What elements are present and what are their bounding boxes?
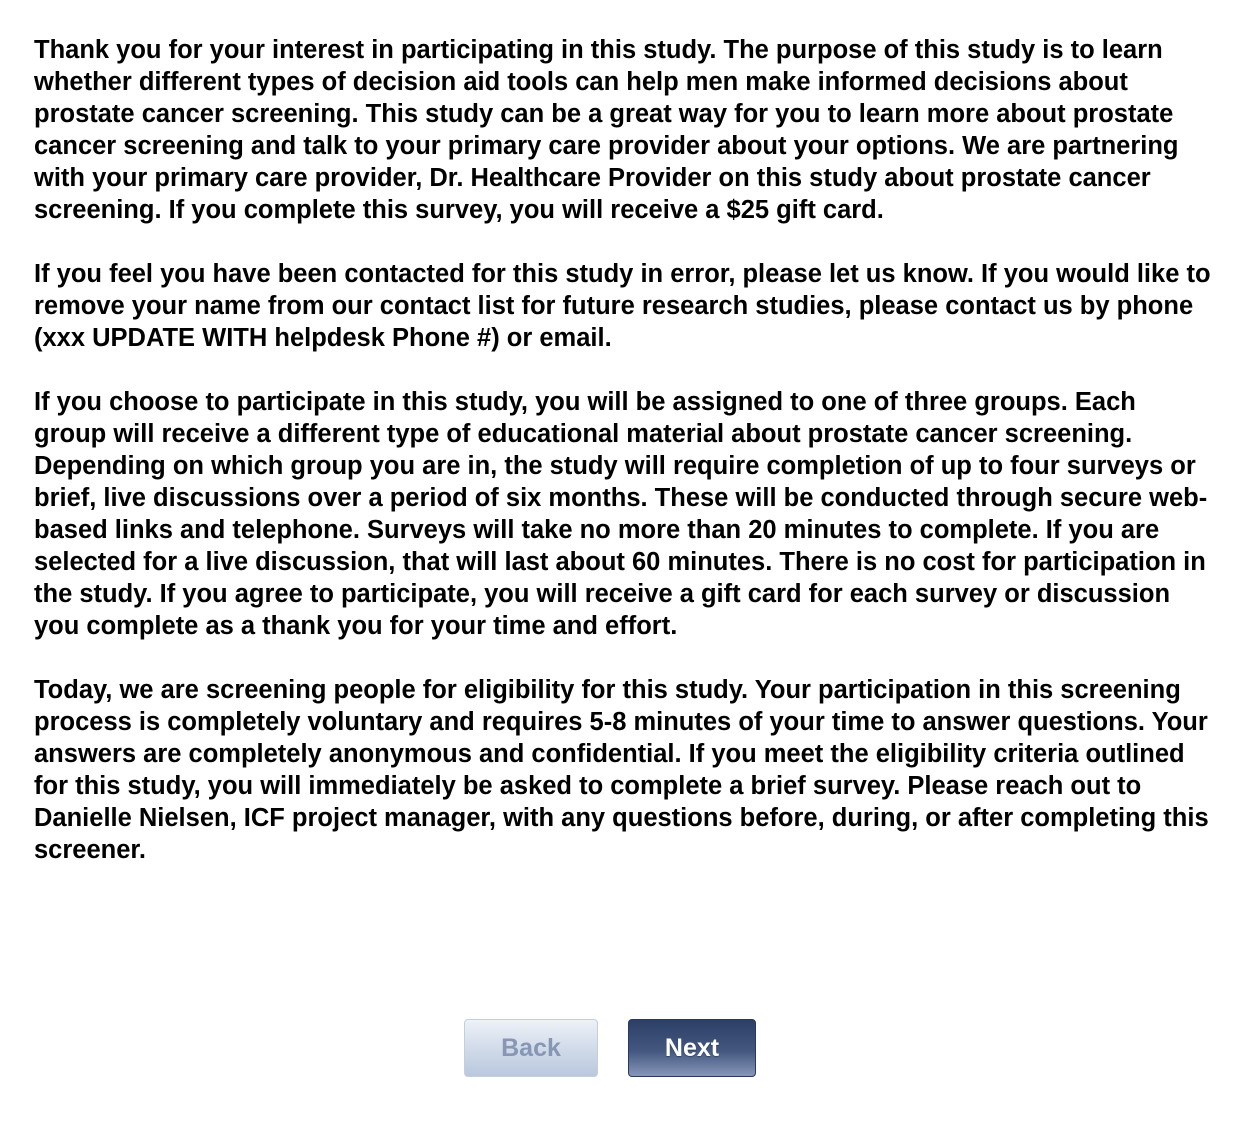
survey-navigation [464, 1019, 756, 1077]
intro-content [34, 34, 1214, 898]
intro-paragraph-participation: If you choose to participate in this study, you will be assigned to one of three groups. Each group will receive a different type of educational material about prostate cancer screening. Depending on which group you are in, the study will require completion of up to four surveys or brief, live discussions over a period of six months. These will be conducted through secure web-based links and telephone. Surveys will take no more than 20 minutes to complete. If you are selected for a live discussion, that will last about 60 minutes. There is no cost for participation in the study. If you agree to participate, you will receive a gift card for each survey or discussion you complete as a thank you for your time and effort. [34, 388, 1208, 640]
next-button[interactable]: Next [628, 1019, 756, 1077]
intro-paragraph-contact: If you feel you have been contacted for this study in error, please let us know. If you would like to remove your name from our contact list for future research studies, please contact us by phone (xxx UPDATE WITH helpdesk Phone #) or email. [34, 260, 1211, 352]
intro-paragraph-purpose: Thank you for your interest in participating in this study. The purpose of this study is to learn whether different types of decision aid tools can help men make informed decisions about prostate cancer screening. This study can be a great way for you to learn more about prostate cancer screening and talk to your primary care provider about your options. We are partnering with your primary care provider, Dr. Healthcare Provider on this study about prostate cancer screening. If you complete this survey, you will receive a $25 gift card. [34, 36, 1179, 224]
back-button[interactable]: Back [464, 1019, 598, 1077]
intro-paragraph-screening: Today, we are screening people for eligibility for this study. Your participation in this screening process is completely voluntary and requires 5-8 minutes of your time to answer questions. Your answers are completely anonymous and confidential. If you meet the eligibility criteria outlined for this study, you will immediately be asked to complete a brief survey. Please reach out to Danielle Nielsen, ICF project manager, with any questions before, during, or after completing this screener. [34, 676, 1209, 864]
